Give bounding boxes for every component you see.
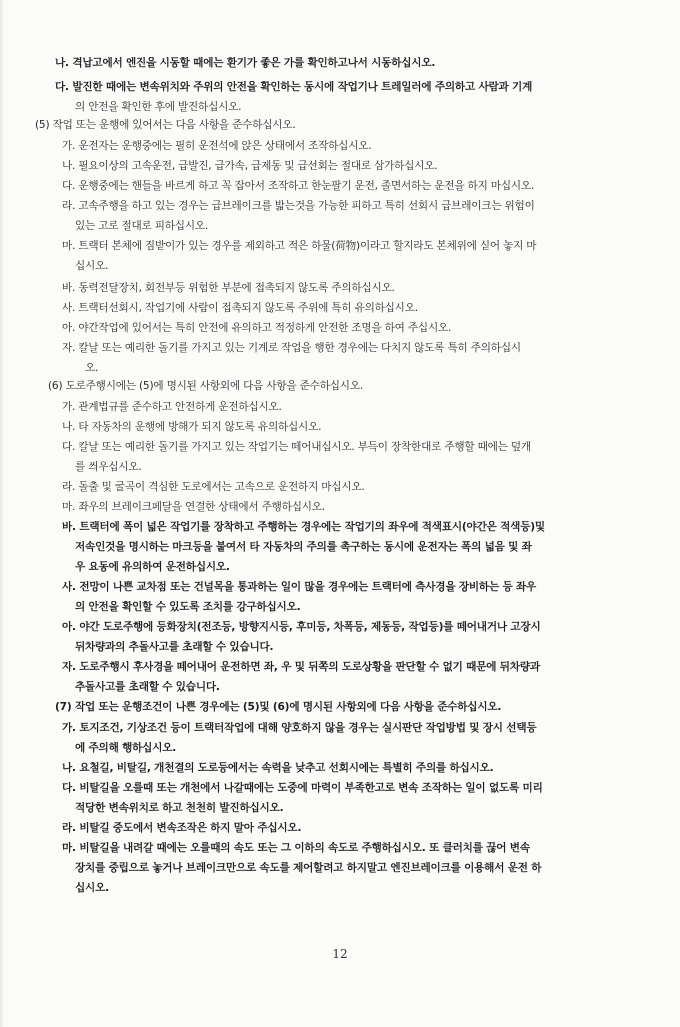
text-line: 바. 트랙터에 폭이 넓은 작업기를 장착하고 주행하는 경우에는 작업기의 좌우에 적색표시(야간은 적색등)및 bbox=[62, 521, 545, 533]
text-line: 나. 요철길, 비탈길, 개천결의 도로등에서는 속력을 낮추고 선회시에는 특별히 주의를 하십시오. bbox=[62, 762, 494, 774]
text-line: 바. 동력전달장치, 회전부등 위험한 부분에 접촉되지 않도록 주의하십시오. bbox=[62, 282, 395, 294]
text-line: 마. 비탈길을 내려갈 때에는 오를때의 속도 또는 그 이하의 속도로 주행하십시오. 또 클러치를 끊어 변속 bbox=[62, 842, 530, 854]
text-line: 자. 도로주행시 후사경을 떼어내어 운전하면 좌, 우 및 뒤쪽의 도로상황을 판단할 수 없기 때문에 뒤차량과 bbox=[62, 661, 540, 673]
text-line: 뒤차량과의 추돌사고를 초래할 수 있습니다. bbox=[75, 641, 274, 653]
text-line: 자. 칼날 또는 예리한 돌기를 가지고 있는 기계로 작업을 행한 경우에는 다치지 않도록 특히 주의하십시 bbox=[62, 342, 521, 354]
text-line: 나. 필요이상의 고속운전, 급발진, 급가속, 급제동 및 급선회는 절대로 삼가하십시오. bbox=[62, 160, 438, 172]
text-line: 적당한 변속위치로 하고 천천히 발진하십시오. bbox=[75, 802, 284, 814]
scan-edge bbox=[0, 0, 4, 1027]
text-line: 오. bbox=[85, 362, 99, 374]
text-line: 아. 야간작업에 있어서는 특히 안전에 유의하고 적정하게 안전한 조명을 하여 주십시오. bbox=[62, 322, 452, 334]
text-line: 저속인것을 명시하는 마크등을 붙여서 타 자동차의 주의를 촉구하는 동시에 운전자는 폭의 넓음 및 좌 bbox=[75, 541, 532, 553]
text-line: 가. 관계법규를 준수하고 안전하게 운전하십시오. bbox=[62, 401, 282, 413]
text-line: 아. 야간 도로주행에 등화장치(전조등, 방향지시등, 후미등, 차폭등, 제동등, 작업등)를 떼어내거나 고장시 bbox=[62, 621, 541, 633]
text-line: 사. 전망이 나쁜 교차점 또는 건널목을 통과하는 일이 많을 경우에는 트랙터에 측사경을 장비하는 등 좌우 bbox=[62, 581, 537, 593]
text-line: 추돌사고를 초래할 수 있습니다. bbox=[75, 681, 220, 693]
text-line: (5) 작업 또는 운행에 있어서는 다음 사항을 준수하십시오. bbox=[35, 119, 296, 131]
text-line: 우 요동에 유의하여 운전하십시오. bbox=[75, 561, 230, 573]
text-line: 라. 고속주행을 하고 있는 경우는 급브레이크를 밟는것을 가능한 피하고 특히 선회시 급브레이크는 위험이 bbox=[62, 200, 535, 212]
text-line: (7) 작업 또는 운행조건이 나쁜 경우에는 (5)및 (6)에 명시된 사항외에 다음 사항을 준수하십시오. bbox=[55, 701, 502, 713]
text-line: 라. 돌출 및 굴곡이 격심한 도로에서는 고속으로 운전하지 마십시오. bbox=[62, 481, 365, 493]
text-line: 다. 발진한 때에는 변속위치와 주위의 안전을 확인하는 동시에 작업기나 트레일러에 주의하고 사람과 기계 bbox=[55, 81, 533, 93]
text-line: 다. 운행중에는 핸들을 바르게 하고 꼭 잡아서 조작하고 한눈팔기 운전, 졸면서하는 운전을 하지 마십시오. bbox=[62, 180, 535, 192]
text-line: 에 주의해 행하십시오. bbox=[75, 742, 177, 754]
text-line: 다. 칼날 또는 예리한 돌기를 가지고 있는 작업기는 떼어내십시오. 부득이 장착한대로 주행할 때에는 덮개 bbox=[62, 441, 531, 453]
text-line: 십시오. bbox=[75, 882, 109, 894]
text-line: 가. 운전자는 운행중에는 필히 운전석에 앉은 상태에서 조작하십시오. bbox=[62, 140, 372, 152]
text-line: (6) 도로주행시에는 (5)에 명시된 사항외에 다음 사항을 준수하십시오. bbox=[48, 380, 364, 392]
text-line: 있는 고로 절대로 피하십시오. bbox=[75, 220, 209, 232]
text-line: 나. 타 자동차의 운행에 방해가 되지 않도록 유의하십시오. bbox=[62, 421, 322, 433]
text-line: 장치를 중립으로 놓거나 브레이크만으로 속도를 제어할려고 하지말고 엔진브레이크를 이용해서 운전 하 bbox=[75, 862, 542, 874]
text-line: 마. 트랙터 본체에 짐받이가 있는 경우를 제외하고 적은 하물(荷物)이라고 할지라도 본체위에 싣어 놓지 마 bbox=[62, 240, 537, 252]
text-line: 사. 트랙터선회시, 작업기에 사람이 접촉되지 않도록 주위에 특히 유의하십시오. bbox=[62, 302, 418, 314]
text-line: 마. 좌우의 브레이크페달을 연결한 상태에서 주행하십시오. bbox=[62, 501, 325, 513]
text-line: 의 안전을 확인할 수 있도록 조치를 강구하십시오. bbox=[75, 601, 301, 613]
text-line: 나. 격납고에서 엔진을 시동할 때에는 환기가 좋은 가를 확인하고나서 시동하십시오. bbox=[55, 57, 436, 69]
text-line: 라. 비탈길 중도에서 변속조작은 하지 말아 주십시오. bbox=[62, 822, 302, 834]
text-line: 가. 토지조건, 기상조건 등이 트랙터작업에 대해 양호하지 않을 경우는 실시판단 작업방법 및 장시 선택등 bbox=[62, 722, 537, 734]
text-line: 의 안전을 확인한 후에 발진하십시오. bbox=[75, 101, 242, 113]
page-number: 12 bbox=[332, 947, 348, 961]
text-line: 십시오. bbox=[75, 260, 109, 272]
text-line: 다. 비탈길을 오를때 또는 개천에서 나갈때에는 도중에 마력이 부족한고로 변속 조작하는 일이 없도록 미리 bbox=[62, 782, 543, 794]
text-line: 를 씌우십시오. bbox=[75, 461, 142, 473]
